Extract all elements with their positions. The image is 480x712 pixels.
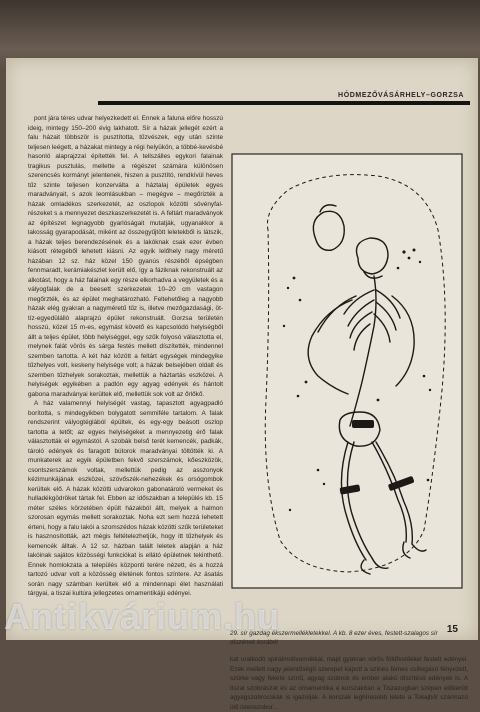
- watermark-text: Antikvárium.hu: [4, 596, 281, 637]
- page-number: 15: [446, 624, 458, 635]
- body-paragraph: A ház valamennyi helyiségét vastag, tapasztott agyagpadló borította, s mindegyikben bolygatott semmiféle tartalom. A falak rendszerint vályogtéglából épültek, és egy-egy beásott oszlop tartotta a tetőt; az egyes helyiségeket a mennyezetig érő falak választották el egymástól. A szobák belső terét kemencék, padkák, tároló edények és faragott bútorok maradványai töltötték ki. A munkaterek az egyik épületben fekvő szerszámok, kőeszközök, csontszerszámok voltak, mellettük pedig az asszonyok kézimunkájának eszközei, szövőszék-nehezékek és orsógombok kerültek elő. A házak közötti udvarokon gabonatároló vermeket és hulladékgödröket tártak fel. Ebben az időszakban a település kb. 15 méter széles körzetében épült házakból állt, melyek a halmon szorosan egymás mellett sorakoztak. Noha ezt sem hozzá lehetett érteni, hogy a falu lakói a szomszédos házak közötti szűk területeket is hasznosították, azt mégis feltételezhetjük, hogy itt tűzhelyek és kemencék álltak. A 12 sz. házban talált leletek alapján a ház lakóinak sajátos közösségi funkciókat is ellátó épületnek tekinthető. Ennek homlokzata a település központi terére nézett, és a hozzá tartozó udvar volt a közösség életének fontos színtere. Az ásatás során nagy számban kerültek elő a mindennapi élet használati tárgyai, a tiszai kultúra jellegzetes ornamentikájú edényei.: [28, 400, 223, 597]
- body-text-right-column: [230, 655, 468, 712]
- body-paragraph: kat uralkodó spirálmotívumokkal, majd gyakran vörös földfestékkel festett edényei. Ezek mellett nagy jelentőségű szerepet kapott a színes fémes csillogású fényezett, szürke vagy fekete színű, agyag szobrok és ember alakú díszítésű edények is. A tiszai szobrászat és az ornamentika e korszakban a Tiszazugban szépen előkerült agyagszobrocskák is igazolják. A korszak leghíresebb lelete a Tokajból származó ülő istenszobor...: [230, 656, 468, 711]
- running-head: HÓDMEZŐVÁSÁRHELY–GORZSA: [338, 92, 464, 99]
- body-text-left-column: [28, 114, 223, 634]
- body-paragraph: pont jára téres udvar helyezkedett el. Ennek a faluna előre hosszú ideig, mintegy 150–200 évig lakhatott. Sír a házak jellegét ezért a falu házait többször is pusztította, tűzvészek, egy után szinte teljesen leégett, a házakat mintegy a régi helyükön, a többé-kevésbé hasonló alaprajzzal építették fel. A tellszálles egykori falainak tragikus pusztulás, mellette a régészet számára különösen szerencsés kormányt jelentenek, hiszen a pusztító, rendkívül heves tűz szinte teljesen konzerválta a háztalaj épületek egyes maradványait, s azok leomlásukban – megégve – megőrizték a házak omladékos szerkezetét, az oszlopok közötti sövényfal-részeket s a mennyezet deszkaszerkezetét is. A feltárt maradványok az építészet legnagyobb gyarlóságait mutatják, ugyanakkor a lakosság gyarapodását, miként az összegyűjtött leletekből is látszik, a házak teljes berendezésének és a lakóknak csak ezer évben kiásott rétegéből lehetett kiásni. Az egyik lelőhely nagy méretű házában 12 sz. ház közel 150 gyanús részéből épségben fennmaradt, kerámiakészlet került elő, így a fáziknak rekonstruált az alkotást, hogy a ház falainak egy része elkorhadva a vegyületek és a vályogfalak de a beesett szerkezetek 10–20 cm vastagon megőrzték, és az épület meghatározható. Feltehetőleg a nagyobb házak elég gyakran a nagyméretű tűz is, illetve mezőgazdasági, öt-tíz-egyedülálló alaprajzú épület rekonstruált. Gorzsa területén hosszú, közel 15 m-es, egymást követő és kapcsolódó helyiségből állt a teljes épület, több helyiséggel, egy szűk folyosó választotta el, melynek falát vörös és sárga festés mellett díszítették, mindennel szemben tartotta. A két ház között a feltárt egységek mindegyike tűzhelyes volt, keskeny helyisége volt; a házak belsejében oldalt és szemben tűzhelyek sorakoztak, mellettük a háztartás eszközei. A helyiségek egyikében a padlón egy agyag edények és hántolt gabona maradványai kerültek elő, mellettük sok volt az őrlőkő.: [28, 115, 223, 398]
- figure-caption: 29. sír gazdag ékszermellékletekkel. A kb. 8 ezer éves, festett-szalagos sír díszének korából: [230, 630, 438, 646]
- book-page: [6, 58, 478, 711]
- header-rule: [98, 101, 470, 105]
- burial-drawing-figure: [228, 150, 466, 592]
- skeleton-drawing-icon: [228, 150, 466, 592]
